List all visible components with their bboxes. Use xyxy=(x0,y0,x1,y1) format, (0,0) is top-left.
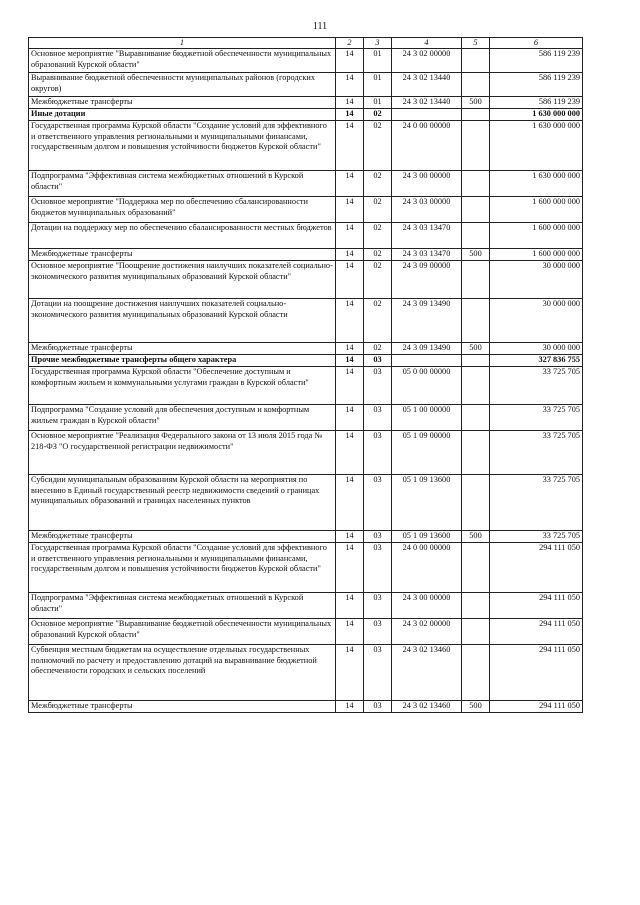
row-expense-type-cell xyxy=(462,431,490,475)
row-name-cell: Субсидии муниципальным образованиям Курской области на мероприятия по внесению в Единый государственный реестр недвижимости сведений о границах муниципальных образований и границах населенных пунктов xyxy=(29,475,336,531)
row-amount-cell: 327 836 755 xyxy=(490,355,583,367)
row-target-code-cell: 24 3 02 13440 xyxy=(392,73,462,97)
row-section-cell: 14 xyxy=(336,543,364,593)
row-target-code-cell: 05 1 09 13600 xyxy=(392,531,462,543)
row-target-code-cell: 24 0 00 00000 xyxy=(392,543,462,593)
row-expense-type-cell: 500 xyxy=(462,343,490,355)
row-section-cell: 14 xyxy=(336,475,364,531)
row-expense-type-cell: 500 xyxy=(462,701,490,713)
row-name-cell: Иные дотации xyxy=(29,109,336,121)
row-amount-cell: 586 119 239 xyxy=(490,73,583,97)
row-name-cell: Подпрограмма "Создание условий для обеспечения доступным и комфортным жильем граждан в Курской области" xyxy=(29,405,336,431)
table-row xyxy=(29,249,583,261)
row-target-code-cell: 05 0 00 00000 xyxy=(392,367,462,405)
row-target-code-cell: 24 0 00 00000 xyxy=(392,121,462,171)
row-section-cell: 14 xyxy=(336,109,364,121)
row-expense-type-cell xyxy=(462,49,490,73)
row-section-cell: 14 xyxy=(336,261,364,299)
row-target-code-cell: 24 3 02 13460 xyxy=(392,645,462,701)
table-row xyxy=(29,701,583,713)
row-section-cell: 14 xyxy=(336,355,364,367)
row-subsection-cell: 03 xyxy=(364,701,392,713)
row-name-cell: Государственная программа Курской области "Обеспечение доступным и комфортным жильем и коммунальными услугами граждан в Курской области" xyxy=(29,367,336,405)
table-body xyxy=(29,38,583,713)
row-expense-type-cell xyxy=(462,299,490,343)
row-target-code-cell: 24 3 02 00000 xyxy=(392,619,462,645)
row-section-cell: 14 xyxy=(336,619,364,645)
row-section-cell: 14 xyxy=(336,223,364,249)
row-target-code-cell xyxy=(392,355,462,367)
row-amount-cell: 294 111 050 xyxy=(490,701,583,713)
row-amount-cell: 294 111 050 xyxy=(490,543,583,593)
row-expense-type-cell xyxy=(462,645,490,701)
row-name-cell: Основное мероприятие "Поощрение достижения наилучших показателей социально-экономического развития муниципальных образований Курской области" xyxy=(29,261,336,299)
table-row xyxy=(29,97,583,109)
row-name-cell: Государственная программа Курской области "Создание условий для эффективного и ответственного управления региональными и муниципальными финансами, государственным долгом и повышения устойчивости бюджетов Курской области" xyxy=(29,121,336,171)
row-subsection-cell: 03 xyxy=(364,431,392,475)
row-subsection-cell: 03 xyxy=(364,593,392,619)
row-name-cell: Подпрограмма "Эффективная система межбюджетных отношений в Курской области" xyxy=(29,593,336,619)
table-row xyxy=(29,619,583,645)
row-subsection-cell: 03 xyxy=(364,531,392,543)
row-subsection-cell: 01 xyxy=(364,97,392,109)
row-expense-type-cell xyxy=(462,475,490,531)
row-section-cell: 14 xyxy=(336,593,364,619)
row-section-cell: 14 xyxy=(336,701,364,713)
row-amount-cell: 294 111 050 xyxy=(490,645,583,701)
row-target-code-cell: 24 3 03 00000 xyxy=(392,197,462,223)
header-cell-expense-type: 5 xyxy=(462,38,490,49)
table-row xyxy=(29,121,583,171)
row-target-code-cell: 24 3 02 00000 xyxy=(392,49,462,73)
table-row xyxy=(29,299,583,343)
row-name-cell: Межбюджетные трансферты xyxy=(29,531,336,543)
row-amount-cell: 33 725 705 xyxy=(490,405,583,431)
table-row xyxy=(29,197,583,223)
row-target-code-cell: 05 1 09 13600 xyxy=(392,475,462,531)
row-amount-cell: 30 000 000 xyxy=(490,343,583,355)
row-subsection-cell: 02 xyxy=(364,223,392,249)
row-subsection-cell: 02 xyxy=(364,249,392,261)
row-name-cell: Субвенция местным бюджетам на осуществление отдельных государственных полномочий по расчету и предоставлению дотаций на выравнивание бюджетной обеспеченности городских и сельских поселений xyxy=(29,645,336,701)
table-row xyxy=(29,593,583,619)
row-subsection-cell: 03 xyxy=(364,619,392,645)
row-name-cell: Межбюджетные трансферты xyxy=(29,701,336,713)
row-target-code-cell xyxy=(392,109,462,121)
table-row xyxy=(29,171,583,197)
row-section-cell: 14 xyxy=(336,405,364,431)
row-amount-cell: 1 630 000 000 xyxy=(490,109,583,121)
table-row xyxy=(29,49,583,73)
row-section-cell: 14 xyxy=(336,343,364,355)
row-subsection-cell: 01 xyxy=(364,73,392,97)
row-expense-type-cell xyxy=(462,355,490,367)
row-subsection-cell: 03 xyxy=(364,405,392,431)
row-name-cell: Межбюджетные трансферты xyxy=(29,343,336,355)
row-expense-type-cell xyxy=(462,543,490,593)
table-row xyxy=(29,431,583,475)
row-amount-cell: 1 600 000 000 xyxy=(490,197,583,223)
row-amount-cell: 1 630 000 000 xyxy=(490,171,583,197)
row-subsection-cell: 02 xyxy=(364,261,392,299)
row-expense-type-cell xyxy=(462,197,490,223)
row-expense-type-cell xyxy=(462,171,490,197)
table-header-row xyxy=(29,38,583,49)
row-section-cell: 14 xyxy=(336,197,364,223)
page-number: 111 xyxy=(312,21,328,32)
row-target-code-cell: 24 3 00 00000 xyxy=(392,593,462,619)
row-amount-cell: 294 111 050 xyxy=(490,593,583,619)
row-name-cell: Основное мероприятие "Выравнивание бюджетной обеспеченности муниципальных образований Курской области" xyxy=(29,49,336,73)
row-expense-type-cell xyxy=(462,405,490,431)
row-section-cell: 14 xyxy=(336,73,364,97)
row-expense-type-cell: 500 xyxy=(462,531,490,543)
row-amount-cell: 1 600 000 000 xyxy=(490,223,583,249)
row-amount-cell: 586 119 239 xyxy=(490,97,583,109)
table-row xyxy=(29,343,583,355)
row-amount-cell: 33 725 705 xyxy=(490,531,583,543)
row-name-cell: Прочие межбюджетные трансферты общего характера xyxy=(29,355,336,367)
row-subsection-cell: 01 xyxy=(364,49,392,73)
table-row xyxy=(29,109,583,121)
row-subsection-cell: 03 xyxy=(364,645,392,701)
row-name-cell: Основное мероприятие "Выравнивание бюджетной обеспеченности муниципальных образований Курской области" xyxy=(29,619,336,645)
table-row xyxy=(29,73,583,97)
row-name-cell: Межбюджетные трансферты xyxy=(29,97,336,109)
row-subsection-cell: 03 xyxy=(364,355,392,367)
header-cell-amount: 6 xyxy=(490,38,583,49)
row-amount-cell: 33 725 705 xyxy=(490,367,583,405)
row-target-code-cell: 05 1 00 00000 xyxy=(392,405,462,431)
row-amount-cell: 294 111 050 xyxy=(490,619,583,645)
header-cell-name: 1 xyxy=(29,38,336,49)
row-section-cell: 14 xyxy=(336,367,364,405)
row-subsection-cell: 02 xyxy=(364,171,392,197)
row-name-cell: Подпрограмма "Эффективная система межбюджетных отношений в Курской области" xyxy=(29,171,336,197)
row-section-cell: 14 xyxy=(336,249,364,261)
row-name-cell: Дотации на поощрение достижения наилучших показателей социально-экономического развития муниципальных образований Курской области xyxy=(29,299,336,343)
row-section-cell: 14 xyxy=(336,299,364,343)
row-target-code-cell: 24 3 03 13470 xyxy=(392,249,462,261)
row-amount-cell: 33 725 705 xyxy=(490,431,583,475)
row-target-code-cell: 05 1 09 00000 xyxy=(392,431,462,475)
row-expense-type-cell xyxy=(462,121,490,171)
row-amount-cell: 30 000 000 xyxy=(490,261,583,299)
row-name-cell: Государственная программа Курской области "Создание условий для эффективного и ответственного управления региональными и муниципальными финансами, государственным долгом и повышения устойчивости бюджетов Курской области" xyxy=(29,543,336,593)
table-row xyxy=(29,475,583,531)
budget-table xyxy=(28,37,583,713)
row-subsection-cell: 02 xyxy=(364,197,392,223)
row-expense-type-cell xyxy=(462,73,490,97)
row-amount-cell: 30 000 000 xyxy=(490,299,583,343)
row-target-code-cell: 24 3 09 13490 xyxy=(392,299,462,343)
table-row xyxy=(29,405,583,431)
row-subsection-cell: 02 xyxy=(364,299,392,343)
row-name-cell: Основное мероприятие "Реализация Федерального закона от 13 июля 2015 года № 218-ФЗ "О государственной регистрации недвижимости" xyxy=(29,431,336,475)
header-cell-target-code: 4 xyxy=(392,38,462,49)
row-target-code-cell: 24 3 00 00000 xyxy=(392,171,462,197)
row-target-code-cell: 24 3 09 13490 xyxy=(392,343,462,355)
row-expense-type-cell: 500 xyxy=(462,97,490,109)
row-name-cell: Выравнивание бюджетной обеспеченности муниципальных районов (городских округов) xyxy=(29,73,336,97)
row-expense-type-cell xyxy=(462,223,490,249)
row-amount-cell: 1 600 000 000 xyxy=(490,249,583,261)
row-target-code-cell: 24 3 03 13470 xyxy=(392,223,462,249)
row-section-cell: 14 xyxy=(336,97,364,109)
row-target-code-cell: 24 3 02 13460 xyxy=(392,701,462,713)
row-expense-type-cell xyxy=(462,593,490,619)
row-expense-type-cell xyxy=(462,367,490,405)
row-target-code-cell: 24 3 09 00000 xyxy=(392,261,462,299)
table-row xyxy=(29,223,583,249)
row-name-cell: Основное мероприятие "Поддержка мер по обеспечению сбалансированности бюджетов муниципальных образований" xyxy=(29,197,336,223)
row-amount-cell: 586 119 239 xyxy=(490,49,583,73)
table-row xyxy=(29,355,583,367)
table-row xyxy=(29,367,583,405)
table-row xyxy=(29,543,583,593)
row-subsection-cell: 02 xyxy=(364,343,392,355)
row-subsection-cell: 03 xyxy=(364,475,392,531)
row-amount-cell: 33 725 705 xyxy=(490,475,583,531)
table-row xyxy=(29,261,583,299)
header-cell-subsection: 3 xyxy=(364,38,392,49)
row-section-cell: 14 xyxy=(336,49,364,73)
table-row xyxy=(29,645,583,701)
row-target-code-cell: 24 3 02 13440 xyxy=(392,97,462,109)
table-row xyxy=(29,531,583,543)
row-subsection-cell: 03 xyxy=(364,367,392,405)
row-section-cell: 14 xyxy=(336,431,364,475)
header-cell-section: 2 xyxy=(336,38,364,49)
row-section-cell: 14 xyxy=(336,645,364,701)
row-expense-type-cell: 500 xyxy=(462,249,490,261)
row-expense-type-cell xyxy=(462,109,490,121)
row-expense-type-cell xyxy=(462,261,490,299)
row-subsection-cell: 03 xyxy=(364,543,392,593)
row-section-cell: 14 xyxy=(336,531,364,543)
row-subsection-cell: 02 xyxy=(364,121,392,171)
row-subsection-cell: 02 xyxy=(364,109,392,121)
row-section-cell: 14 xyxy=(336,121,364,171)
row-expense-type-cell xyxy=(462,619,490,645)
row-name-cell: Межбюджетные трансферты xyxy=(29,249,336,261)
row-amount-cell: 1 630 000 000 xyxy=(490,121,583,171)
row-name-cell: Дотации на поддержку мер по обеспечению сбалансированности местных бюджетов xyxy=(29,223,336,249)
row-section-cell: 14 xyxy=(336,171,364,197)
